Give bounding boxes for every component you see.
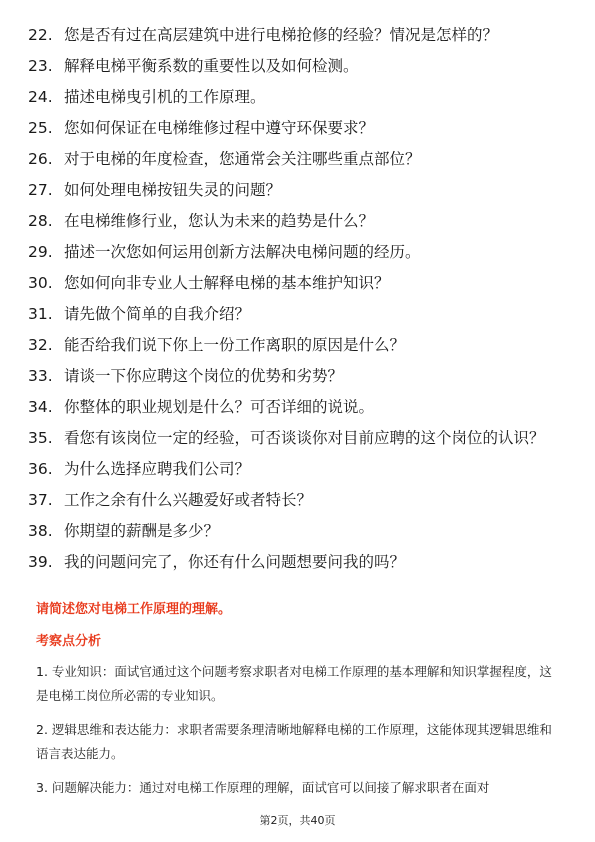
question-number: 27. [28,181,53,199]
question-item [28,115,573,141]
question-number: 35. [28,429,53,447]
question-item [28,239,573,265]
question-number: 37. [28,491,53,509]
question-text: 看您有该岗位一定的经验，可否谈谈你对目前应聘的这个岗位的认识？ [64,429,545,447]
question-number: 30. [28,274,53,292]
question-number: 34. [28,398,53,416]
analysis-list [36,660,561,810]
question-item [28,487,573,513]
question-item [28,425,573,451]
analysis-item: 2. 逻辑思维和表达能力：求职者需要条理清晰地解释电梯的工作原理，这能体现其逻辑思维和语言表达能力。 [36,722,552,761]
question-text: 如何处理电梯按钮失灵的问题？ [64,181,282,199]
question-item [28,332,573,358]
question-text: 工作之余有什么兴趣爱好或者特长？ [64,491,313,509]
question-item [28,53,573,79]
question-text: 我的问题问完了，你还有什么问题想要问我的吗？ [64,553,406,571]
question-number: 39. [28,553,53,571]
question-text: 解释电梯平衡系数的重要性以及如何检测。 [64,57,359,75]
question-number: 31. [28,305,53,323]
question-item [28,22,573,48]
question-item [28,146,573,172]
question-number: 36. [28,460,53,478]
question-item [28,208,573,234]
question-list [28,22,573,580]
question-text: 您是否有过在高层建筑中进行电梯抢修的经验？情况是怎样的？ [64,26,499,44]
question-text: 你整体的职业规划是什么？可否详细的说说。 [64,398,375,416]
question-number: 24. [28,88,53,106]
question-text: 您如何向非专业人士解释电梯的基本维护知识？ [64,274,390,292]
question-item [28,456,573,482]
question-item [28,363,573,389]
question-item [28,394,573,420]
question-number: 38. [28,522,53,540]
question-text: 请谈一下你应聘这个岗位的优势和劣势？ [64,367,344,385]
question-number: 22. [28,26,53,44]
question-number: 26. [28,150,53,168]
analysis-title: 考察点分析 [36,634,102,649]
question-text: 对于电梯的年度检查，您通常会关注哪些重点部位？ [64,150,421,168]
question-item [28,270,573,296]
question-number: 25. [28,119,53,137]
question-text: 为什么选择应聘我们公司？ [64,460,251,478]
question-item [28,549,573,575]
question-item [28,518,573,544]
page-footer: 第2页，共40页 [259,814,336,827]
question-item [28,84,573,110]
question-text: 在电梯维修行业，您认为未来的趋势是什么？ [64,212,375,230]
question-item [28,301,573,327]
question-text: 能否给我们说下你上一份工作离职的原因是什么？ [64,336,406,354]
question-number: 28. [28,212,53,230]
question-text: 请先做个简单的自我介绍？ [64,305,251,323]
question-number: 29. [28,243,53,261]
question-text: 您如何保证在电梯维修过程中遵守环保要求？ [64,119,375,137]
question-text: 描述一次您如何运用创新方法解决电梯问题的经历。 [64,243,421,261]
question-number: 32. [28,336,53,354]
analysis-item: 3. 问题解决能力：通过对电梯工作原理的理解，面试官可以间接了解求职者在面对 [36,780,490,795]
question-item [28,177,573,203]
analysis-item: 1. 专业知识：面试官通过这个问题考察求职者对电梯工作原理的基本理解和知识掌握程度，这是电梯工岗位所必需的专业知识。 [36,664,552,703]
section-title: 请简述您对电梯工作原理的理解。 [36,602,232,617]
question-text: 你期望的薪酬是多少？ [64,522,220,540]
question-number: 33. [28,367,53,385]
question-number: 23. [28,57,53,75]
question-text: 描述电梯曳引机的工作原理。 [64,88,266,106]
